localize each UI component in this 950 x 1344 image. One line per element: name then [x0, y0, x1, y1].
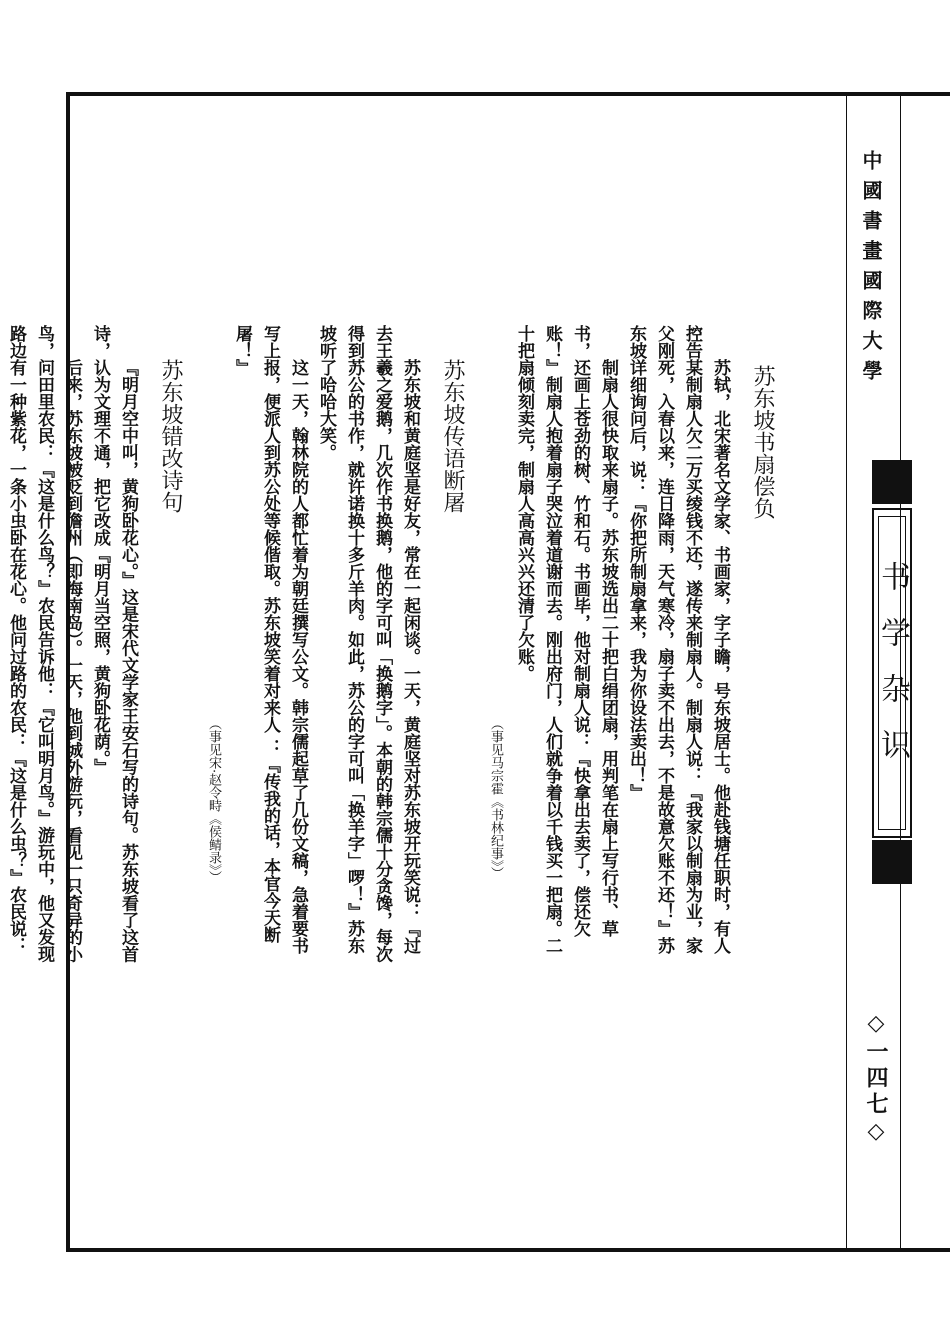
article-title: 苏东坡传语断屠	[440, 359, 465, 513]
source-note: （事见马宗霍《书林纪事》）	[488, 717, 503, 880]
section-title: 书学杂识	[875, 561, 910, 785]
paragraph: 这一天，翰林院的人都忙着为朝廷撰写公文。韩宗儒起草了几份文稿，急着要书写上报，便派人到苏公处等候偕取。苏东坡笑着对来人 ：『传我的话，本官今天断屠！』	[232, 325, 308, 954]
book-title: 中國書畫國際大學	[859, 150, 883, 390]
article-title: 苏东坡错改诗句	[158, 359, 183, 513]
source-note: （事见宋·赵令畤《侯鲭录》）	[206, 717, 221, 884]
body-text	[6, 325, 790, 965]
article-title: 苏东坡书扇偿负	[750, 365, 775, 519]
ornament-band-top	[872, 460, 912, 504]
paragraph: 苏东坡和黄庭坚是好友，常在一起闲谈。一天，黄庭坚对苏东坡开玩笑说：『过去王羲之爱鹅，几次作书换鹅，他的字可叫「换鹅字」。本朝的韩宗儒十分贪馋，每次得到苏公的书作，就许诺换十多斤羊肉。如此，苏公的字可叫「换羊字」啰！』苏东坡听了哈哈大笑。	[316, 325, 420, 963]
paragraph: 制扇人很快取来扇子。苏东坡选出二十把白绢团扇，用判笔在扇上写行书、草书，还画上苍劲的树、竹和石。书画毕，他对制扇人说：『快拿出去卖了，偿还欠账！』制扇人抱着扇子哭泣着道谢而去。刚出府门，人们就争着以千钱买一把扇。二十把扇倾刻卖完，制扇人高高兴兴还清了欠账。	[514, 325, 618, 954]
paragraph: 『明月空中叫，黄狗卧花心。』这是宋代文学家王安石写的诗句。苏东坡看了这首诗，认为文理不通，把它改成『明月当空照，黄狗卧花荫。』	[90, 325, 138, 963]
paragraph: 后来，苏东坡被贬到儋州（即海南岛）。一天，他到城外游玩，看见一只奇异的小鸟，问田里农民：『这是什么鸟？』农民告诉他：『它叫明月鸟。』游玩中，他又发现路边有一种紫花，一条小虫卧在花心。他问过路的农民：『这是什么虫？』农民说：	[6, 325, 82, 963]
ornament-band-bottom	[872, 840, 912, 884]
section-title-box	[872, 508, 912, 838]
paragraph: 苏轼，北宋著名文学家、书画家，字子瞻，号东坡居士。他赴钱塘任职时，有人控告某制扇人欠二万买绫钱不还，遂传来制扇人。制扇人说：『我家以制扇为业，家父刚死，入春以来，连日降雨，天气寒冷，扇子卖不出去，不是故意欠账不还！』苏东坡详细询问后，说：『你把所制扇拿来，我为你设法卖出！』	[626, 325, 730, 954]
page-number: ◇一四七◇	[863, 1010, 889, 1148]
margin-rule-inner	[846, 92, 847, 1252]
